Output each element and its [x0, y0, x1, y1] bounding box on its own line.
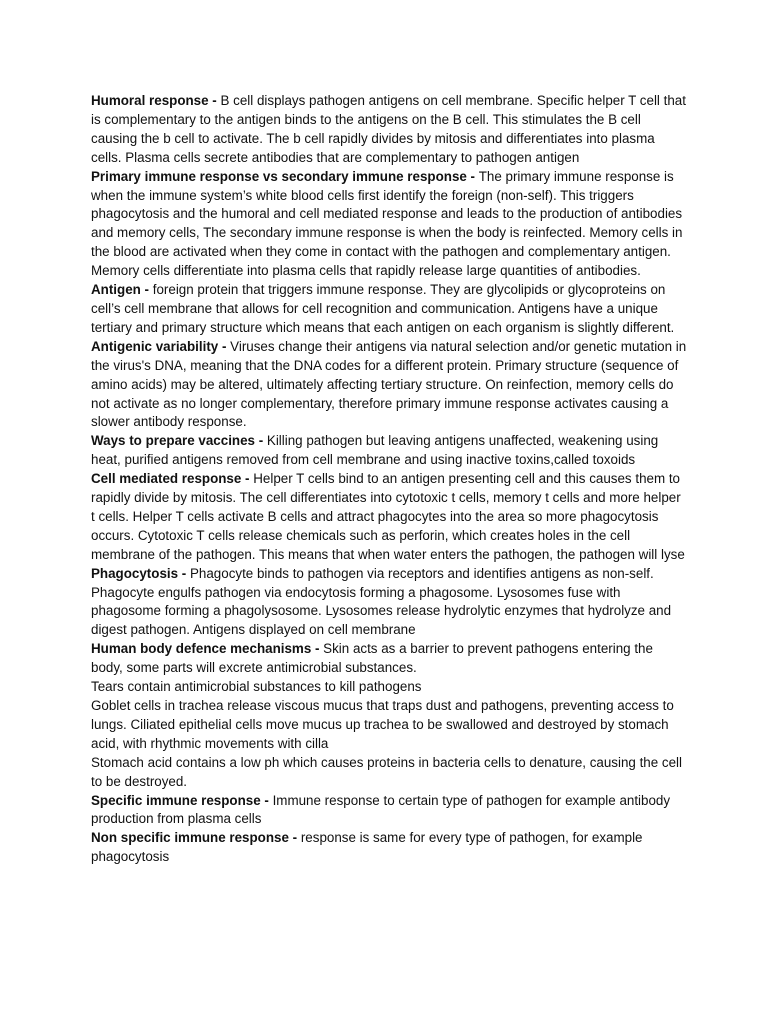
text-goblet-cells: Goblet cells in trachea release viscous mucus that traps dust and pathogens, preventing access to lungs. Ciliated epithelial cells move mucus up trachea to be swallowed and destroyed by stomach acid, with rhythmic movements with cilla — [91, 698, 674, 751]
text-stomach-acid: Stomach acid contains a low ph which causes proteins in bacteria cells to denature, causing the cell to be destroyed. — [91, 754, 683, 789]
term-defence-mechanisms: Human body defence mechanisms - — [91, 641, 324, 657]
definition-defence-mechanisms: Skin acts as a barrier to prevent pathogens entering the body, some parts will excrete antimicrobial substances. — [91, 641, 653, 676]
term-antigenic-variability: Antigenic variability - — [91, 338, 231, 354]
paragraph-non-specific-immune — [91, 829, 687, 867]
term-cell-mediated: Cell mediated response - — [91, 471, 254, 487]
text-tears: Tears contain antimicrobial substances to kill pathogens — [91, 679, 422, 695]
paragraph-antigen — [91, 281, 687, 338]
term-phagocytosis: Phagocytosis - — [91, 565, 190, 581]
term-primary-vs-secondary: Primary immune response vs secondary immune response - — [91, 168, 479, 184]
document-page — [91, 92, 687, 867]
definition-specific-immune: Immune response to certain type of pathogen for example antibody production from plasma cells — [91, 792, 671, 827]
term-antigen: Antigen - — [91, 282, 153, 298]
definition-vaccines: Killing pathogen but leaving antigens unaffected, weakening using heat, purified antigens removed from cell membrane and using inactive toxins,called toxoids — [91, 433, 659, 468]
paragraph-humoral-response — [91, 92, 687, 168]
definition-antigen: foreign protein that triggers immune response. They are glycolipids or glycoproteins on cell’s cell membrane that allows for cell recognition and communication. Antigens have a unique tertiary and primary structure which means that each antigen on each organism is slightly different. — [91, 282, 675, 335]
paragraph-goblet-cells — [91, 697, 687, 754]
term-non-specific-immune: Non specific immune response - — [91, 830, 301, 846]
paragraph-vaccines — [91, 432, 687, 470]
paragraph-specific-immune — [91, 792, 687, 830]
definition-cell-mediated: Helper T cells bind to an antigen presenting cell and this causes them to rapidly divide by mitosis. The cell differentiates into cytotoxic t cells, memory t cells and more helper t cells. Helper T cells activate B cells and attract phagocytes into the area so more phagocytosis occurs. Cytotoxic T cells release chemicals such as perforin, which creates holes in the cell membrane of the pathogen. This means that when water enters the pathogen, the pathogen will lyse — [91, 471, 685, 562]
definition-non-specific-immune: response is same for every type of pathogen, for example phagocytosis — [91, 830, 643, 865]
definition-humoral-response: B cell displays pathogen antigens on cell membrane. Specific helper T cell that is complementary to the antigen binds to the antigens on the B cell. This stimulates the B cell causing the b cell to activate. The b cell rapidly divides by mitosis and differentiates into plasma cells. Plasma cells secrete antibodies that are complementary to pathogen antigen — [91, 93, 686, 165]
definition-phagocytosis: Phagocyte binds to pathogen via receptors and identifies antigens as non-self. Phagocyte engulfs pathogen via endocytosis forming a phagosome. Lysosomes fuse with phagosome forming a phagolysosome. Lysosomes release hydrolytic enzymes that hydrolyze and digest pathogen. Antigens displayed on cell membrane — [91, 565, 672, 638]
paragraph-stomach-acid — [91, 754, 687, 792]
term-specific-immune: Specific immune response - — [91, 792, 273, 808]
paragraph-defence-mechanisms — [91, 640, 687, 678]
term-humoral-response: Humoral response - — [91, 93, 221, 108]
paragraph-tears — [91, 678, 687, 697]
definition-antigenic-variability: Viruses change their antigens via natural selection and/or genetic mutation in the virus's DNA, meaning that the DNA codes for a different protein. Primary structure (sequence of amino acids) may be altered, ultimately affecting tertiary structure. On reinfection, memory cells do not activate as no longer complementary, therefore primary immune response activates causing a slower antibody response. — [91, 338, 687, 430]
paragraph-phagocytosis — [91, 565, 687, 641]
term-vaccines: Ways to prepare vaccines - — [91, 433, 267, 449]
paragraph-antigenic-variability — [91, 338, 687, 433]
definition-primary-vs-secondary: The primary immune response is when the immune system’s white blood cells first identify the foreign (non-self). This triggers phagocytosis and the humoral and cell mediated response and leads to the production of antibodies and memory cells, The secondary immune response is when the body is reinfected. Memory cells in the blood are activated when they come in contact with the pathogen and complementary antigen. Memory cells differentiate into plasma cells that rapidly release large quantities of antibodies. — [91, 168, 683, 279]
paragraph-primary-vs-secondary — [91, 168, 687, 281]
paragraph-cell-mediated — [91, 470, 687, 565]
